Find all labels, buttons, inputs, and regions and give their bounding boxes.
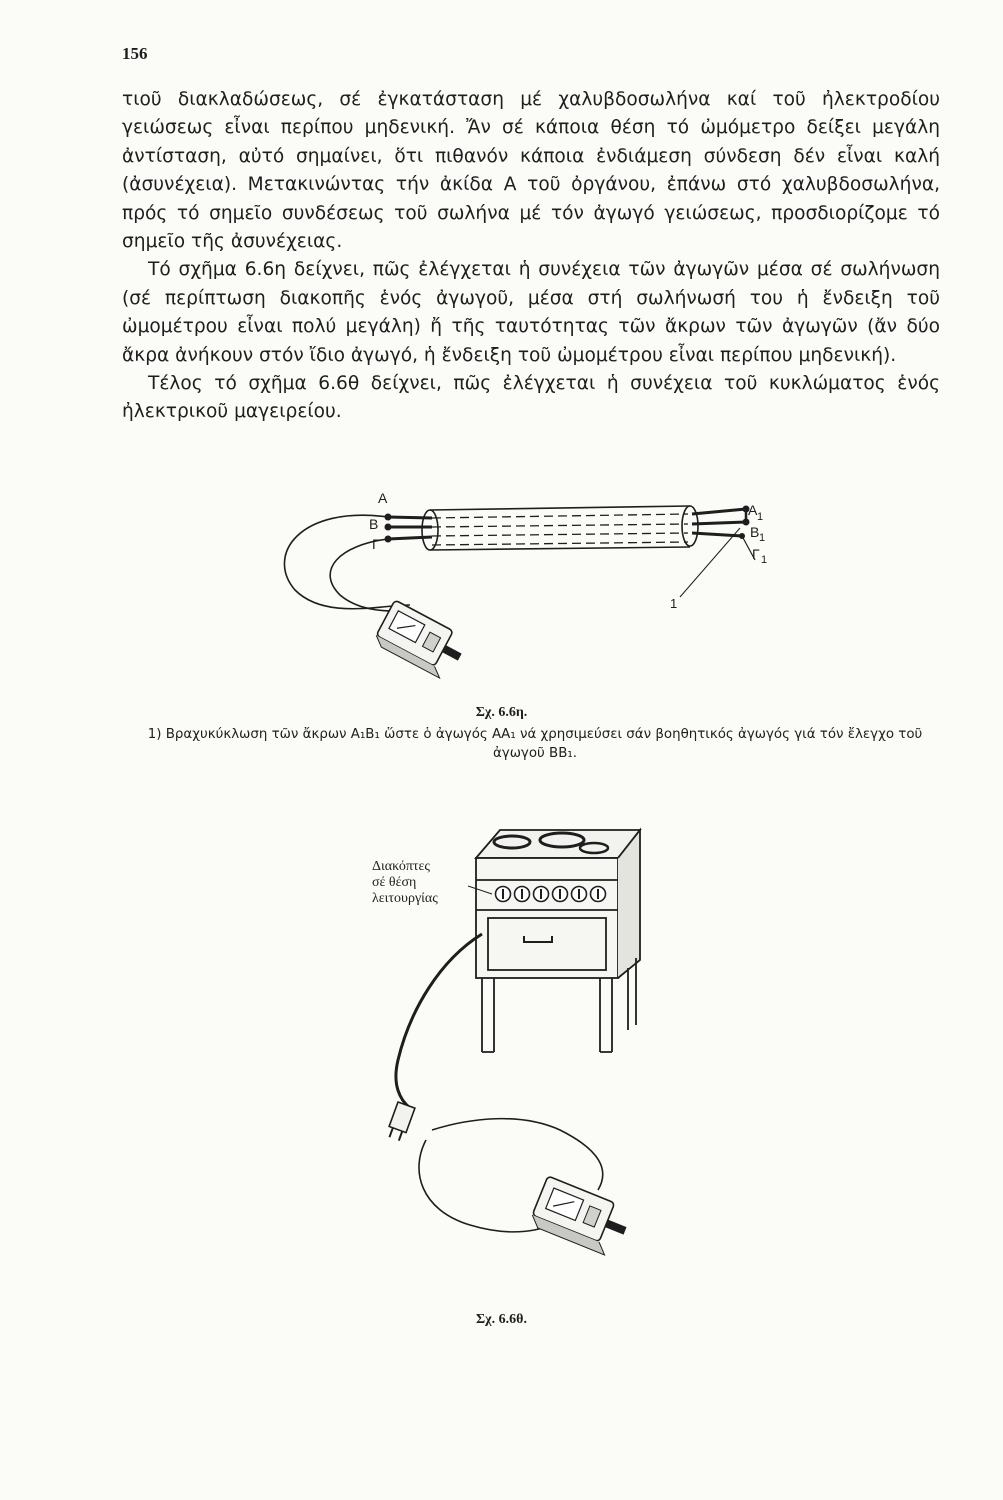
label-a1-sub: 1 [757,511,764,523]
cable-plug [386,1102,415,1142]
ohmmeter-2 [529,1176,634,1259]
label-g1-sub: 1 [761,554,768,566]
label-a1: Α [748,502,758,518]
meter-lead [432,1119,603,1190]
label-g: Γ [372,536,380,552]
label-b: Β [369,516,379,532]
right-wire-ends [692,509,746,536]
page-number: 156 [122,44,148,63]
cooker-cable [396,934,482,1108]
conduit-tube [422,506,698,550]
label-a: Α [378,490,388,506]
electric-cooker [476,830,640,1052]
label-g1: Γ [752,546,760,562]
paragraph-1: τιοῦ διακλαδώσεως, σέ ἐγκατάσταση μέ χαλυβδοσωλήνα καί τοῦ ἠλεκτροδίου γειώσεως εἶναι περίπου μηδενική. Ἄν σέ κάποια θέση τό ὠμόμετρο δείξει μεγάλη ἀντίσταση, αὐτό σημαίνει, ὅτι πιθανόν κάποια ἐνδιάμεση σύνδεση δέν εἶναι καλή (ἀσυνέχεια). Μετακινώντας τήν ἀκίδα Α τοῦ ὀργάνου, ἐπάνω στό χαλυβδοσωλήνα, πρός τό σημεῖο συνδέσεως τοῦ σωλήνα μέ τόν ἀγωγό γειώσεως, προσδιορίζομε τό σημεῖο τῆς ἀσυνέχειας. [122,89,940,253]
ohmmeter [372,600,469,682]
figure1-caption-title: Σχ. 6.6η. [475,705,528,720]
left-wire-ends [388,517,432,539]
switch-label-line-2: σέ θέση [372,875,417,890]
callout-1: 1 [670,596,678,611]
switch-label-line-1: Διακόπτες [372,859,430,874]
switch-label-line-3: λειτουργίας [372,891,438,906]
figure2-caption-title: Σχ. 6.6θ. [476,1312,527,1327]
paragraph-2: Τό σχῆμα 6.6η δείχνει, πῶς ἐλέγχεται ἡ συνέχεια τῶν ἀγωγῶν μέσα σέ σωλήνωση (σέ περίπτωση διακοπῆς ἑνός ἀγωγοῦ, μέσα στή σωλήνωσή του ἡ ἔνδειξη τοῦ ὠμομέτρου εἶναι πολύ μεγάλη) ἤ τῆς ταυτότητας τῶν ἄκρων τῶν ἀγωγῶν (ἄν δύο ἄκρα ἀνήκουν στόν ἴδιο ἀγωγό, ἡ ἔνδειξη τοῦ ὠμομέτρου εἶναι περίπου μηδενική). [122,259,940,366]
figure1-caption-text: 1) Βραχυκύκλωση τῶν ἄκρων Α₁Β₁ ὥστε ὁ ἀγωγός ΑΑ₁ νά χρησιμεύσει σάν βοηθητικός ἀγωγός γιά τόν ἔλεγχο τοῦ ἀγωγοῦ ΒΒ₁. [147,727,923,761]
test-lead-cable [284,515,410,611]
label-b1-sub: 1 [759,532,766,544]
label-b1: Β [750,524,760,540]
paragraph-3: Τέλος τό σχῆμα 6.6θ δείχνει, πῶς ἐλέγχεται ἡ συνέχεια τοῦ κυκλώματος ἑνός ἠλεκτρικοῦ μαγειρείου. [122,373,940,423]
